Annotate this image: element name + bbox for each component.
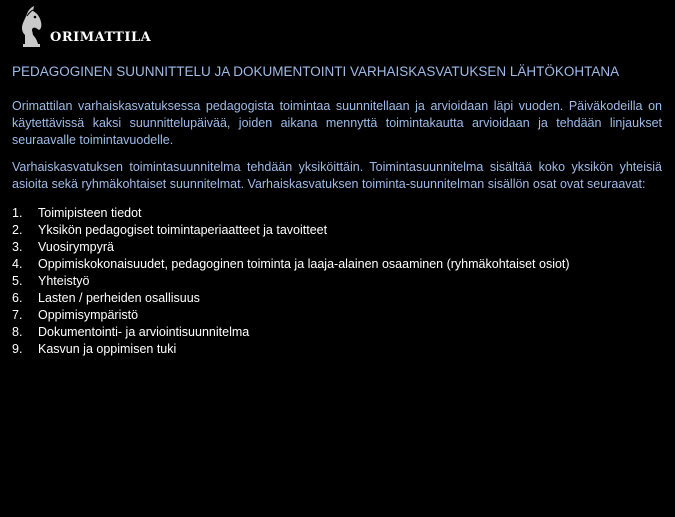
- list-item-text: Lasten / perheiden osallisuus: [38, 291, 200, 305]
- list-item-number: 1.: [12, 206, 23, 220]
- document-body: [12, 62, 662, 358]
- list-item-number: 5.: [12, 274, 23, 288]
- list-item-number: 2.: [12, 223, 23, 237]
- list-item: [12, 256, 662, 273]
- list-item-number: 9.: [12, 342, 23, 356]
- list-item-text: Yksikön pedagogiset toimintaperiaatteet ja tavoitteet: [38, 223, 328, 237]
- list-item: [12, 222, 662, 239]
- list-item: [12, 324, 662, 341]
- list-item-text: Yhteistyö: [38, 274, 90, 288]
- orimattila-logo: [16, 4, 151, 48]
- list-item-text: Kasvun ja oppimisen tuki: [38, 342, 177, 356]
- list-item-number: 7.: [12, 308, 23, 322]
- plan-contents-list: [12, 205, 662, 358]
- list-item-number: 8.: [12, 325, 23, 339]
- intro-paragraph: Orimattilan varhaiskasvatuksessa pedagogista toimintaa suunnitellaan ja arvioidaan läpi vuoden. Päiväkodeilla on käytettävissä kaksi suunnittelupäivää, joiden aikana mennyttä toimintakautta arvioidaan ja tehdään linjaukset seuraavalle toimintavuodelle.: [12, 99, 662, 147]
- list-item: [12, 307, 662, 324]
- plan-paragraph: Varhaiskasvatuksen toimintasuunnitelma tehdään yksiköittäin. Toimintasuunnitelma sisältää koko yksikön yhteisiä asioita sekä ryhmäkohtaiset suunnitelmat. Varhaiskasvatuksen toiminta-suunnitelman sisällön osat ovat seuraavat:: [12, 160, 662, 191]
- list-item: [12, 273, 662, 290]
- list-item-number: 3.: [12, 240, 23, 254]
- list-item: [12, 205, 662, 222]
- list-item-text: Dokumentointi- ja arviointisuunnitelma: [38, 325, 250, 339]
- list-item: [12, 341, 662, 358]
- list-item-text: Vuosirympyrä: [38, 240, 114, 254]
- list-item: [12, 239, 662, 256]
- document-heading: PEDAGOGINEN SUUNNITTELU JA DOKUMENTOINTI VARHAISKASVATUKSEN LÄHTÖKOHTANA: [12, 64, 620, 79]
- list-item-text: Oppimisympäristö: [38, 308, 139, 322]
- list-item-text: Toimipisteen tiedot: [38, 206, 142, 220]
- list-item-text: Oppimiskokonaisuudet, pedagoginen toiminta ja laaja-alainen osaaminen (ryhmäkohtaiset osiot): [38, 257, 570, 271]
- list-item-number: 6.: [12, 291, 23, 305]
- logo-wordmark: ORIMATTILA: [50, 30, 152, 45]
- horse-head-emblem-icon: [16, 4, 48, 48]
- list-item-number: 4.: [12, 257, 23, 271]
- list-item: [12, 290, 662, 307]
